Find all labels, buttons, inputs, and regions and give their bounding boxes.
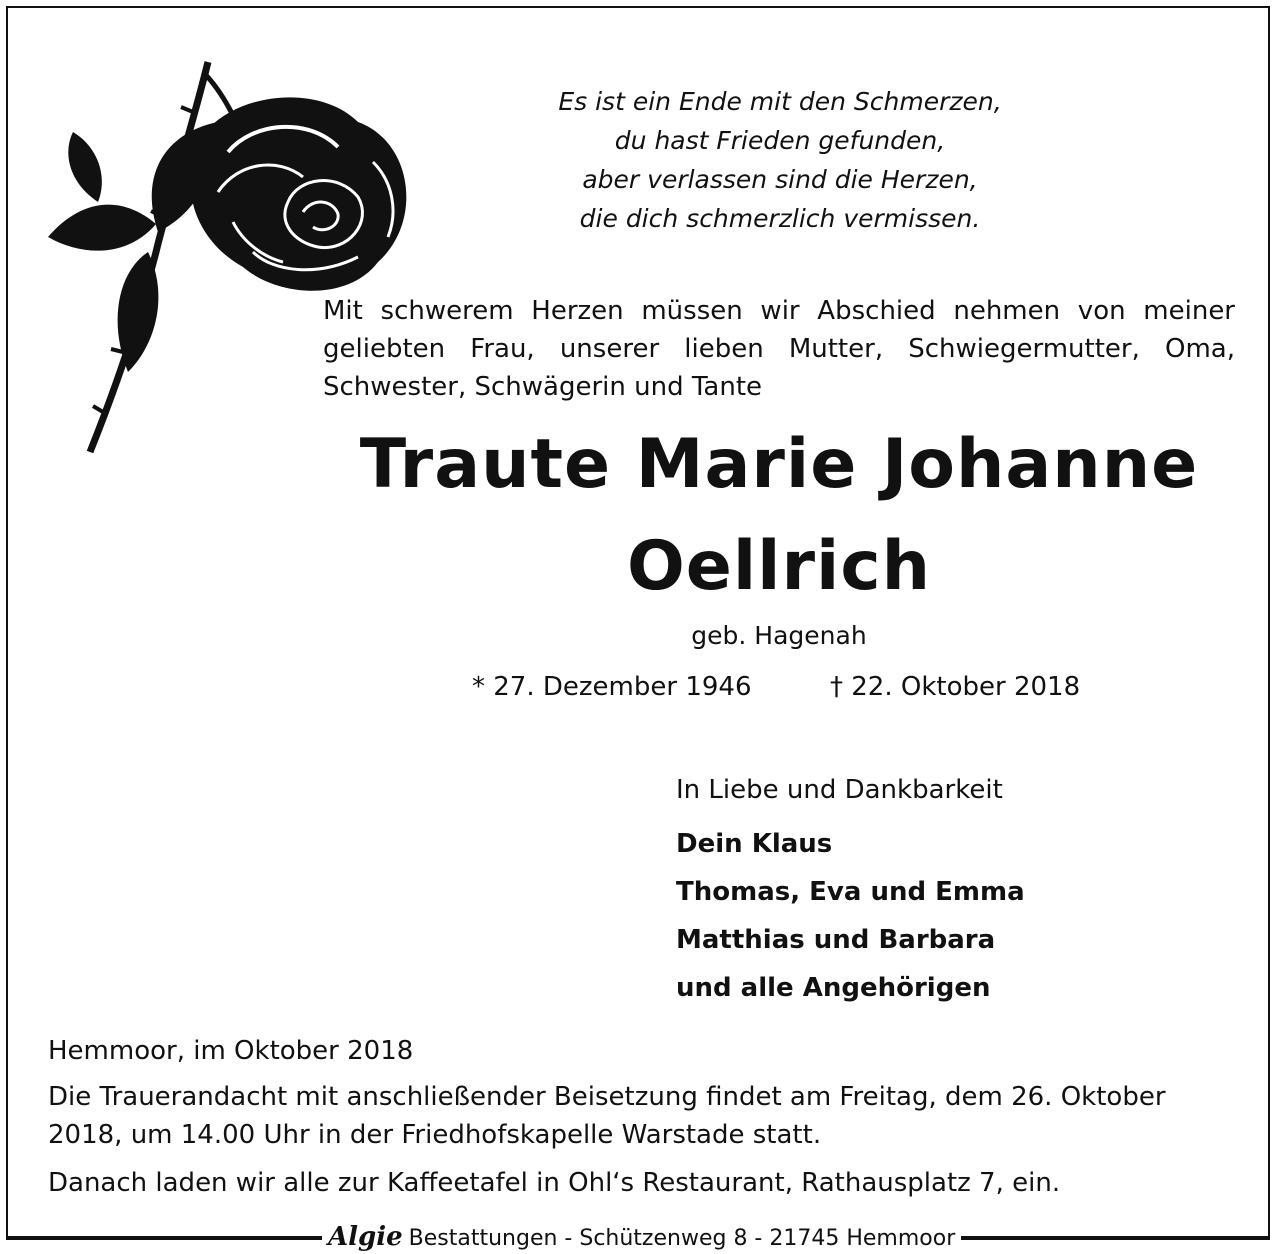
poem-line: aber verlassen sind die Herzen,	[582, 165, 978, 194]
birth-date: * 27. Dezember 1946	[472, 672, 752, 702]
place-date: Hemmoor, im Oktober 2018	[48, 1036, 414, 1066]
footer	[6, 1222, 1270, 1252]
family-member: Dein Klaus	[676, 829, 833, 859]
family-member: und alle Angehörigen	[676, 973, 991, 1003]
service-info: Die Trauerandacht mit anschließender Beisetzung findet am Freitag, dem 26. Oktober 2018, um 14.00 Uhr in der Friedhofskapelle Warstade statt.	[48, 1082, 1166, 1150]
intro-line: Mit schwerem Herzen müssen wir Abschied nehmen von meiner	[323, 296, 1235, 326]
funeral-details	[48, 1032, 1233, 1212]
deceased-given-names: Traute Marie Johanne	[359, 425, 1199, 504]
intro-line: Schwester, Schwägerin und Tante	[323, 372, 763, 402]
poem-line: Es ist ein Ende mit den Schmerzen,	[558, 87, 1002, 116]
poem-line: du hast Frieden gefunden,	[614, 126, 946, 155]
poem	[480, 82, 1080, 238]
family-signature	[676, 770, 1025, 1012]
reception-info: Danach laden wir alle zur Kaffeetafel in Ohl‘s Restaurant, Rathausplatz 7, ein.	[48, 1168, 1061, 1198]
family-member: Matthias und Barbara	[676, 925, 996, 955]
death-date: † 22. Oktober 2018	[830, 672, 1081, 702]
birth-name: geb. Hagenah	[691, 621, 867, 650]
family-intro: In Liebe und Dankbarkeit	[676, 775, 1003, 805]
poem-line: die dich schmerzlich vermissen.	[579, 204, 981, 233]
footer-text-wrap	[322, 1222, 961, 1252]
family-member: Thomas, Eva und Emma	[676, 877, 1025, 907]
undertaker-address: Bestattungen - Schützenweg 8 - 21745 Hemmoor	[408, 1226, 956, 1251]
intro-line: geliebten Frau, unserer lieben Mutter, Schwiegermutter, Oma,	[323, 334, 1235, 364]
intro-text	[323, 292, 1235, 406]
deceased-surname: Oellrich	[626, 527, 932, 606]
undertaker-logo: Algie	[328, 1222, 403, 1252]
